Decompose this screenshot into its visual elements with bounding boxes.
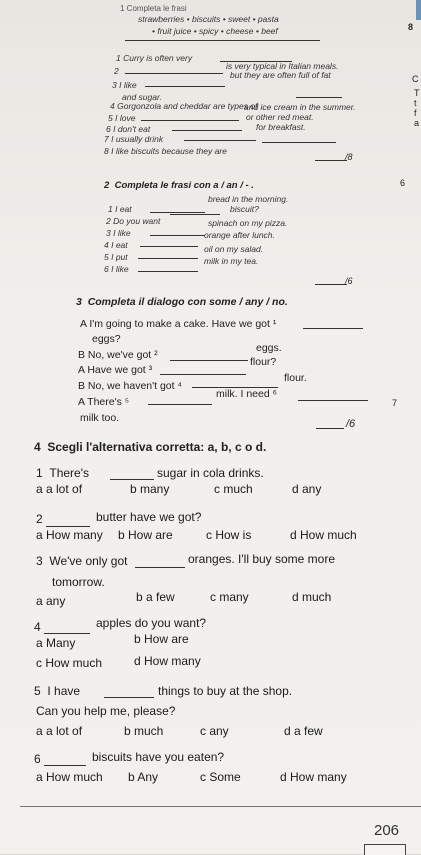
ex4-q3-tail: oranges. I'll buy some more	[188, 552, 336, 566]
ex1-item-5: 5 I love	[108, 113, 136, 123]
ex1-item-3: 3 I like	[112, 80, 137, 90]
ex4-q4-num: 4	[34, 620, 41, 634]
ex2-blank-5[interactable]	[138, 258, 198, 259]
ex2-item-3: 3 I like	[106, 228, 131, 238]
side-mark-4: t	[414, 98, 417, 108]
ex3-blank-3[interactable]	[160, 374, 246, 375]
ex4-q5: 5 I have	[34, 684, 81, 698]
ex4-q5-blank[interactable]	[104, 697, 154, 698]
ex4-q3-opt-c[interactable]: c many	[210, 590, 249, 604]
ex4-q4-opt-b[interactable]: b How are	[134, 632, 189, 646]
ex4-q3-opt-a[interactable]: a any	[36, 594, 66, 608]
ex2-item-2-right: biscuit?	[230, 204, 259, 214]
ex4-q2-opt-c[interactable]: c How is	[206, 528, 252, 542]
ex1-item-6-tail: or other red meat.	[246, 112, 314, 122]
ex2-blank-3[interactable]	[150, 235, 205, 236]
ex4-q2-opt-d[interactable]: d How much	[290, 528, 357, 542]
side-mark-2: C	[412, 74, 419, 84]
ex4-q3-blank[interactable]	[135, 567, 185, 568]
ex4-q2-blank[interactable]	[46, 526, 90, 527]
ex4-q1-opt-a[interactable]: a a lot of	[36, 482, 83, 496]
ex2-item-5: 5 I put	[104, 252, 128, 262]
ex4-q1-blank[interactable]	[110, 479, 154, 480]
ex4-q5-tail: things to buy at the shop.	[158, 684, 293, 698]
ex3-line-5: A Have we got ³	[78, 364, 153, 376]
ex2-heading: 2 Completa le frasi con a / an / - .	[104, 180, 254, 191]
ex1-item-7-tail: for breakfast.	[256, 122, 306, 132]
side-mark-1: 8	[408, 22, 414, 32]
ex3-line-9: A There's ⁵	[78, 396, 130, 408]
side-mark-5: f	[414, 108, 417, 118]
ex2-score: /6	[345, 276, 353, 286]
ex4-q1: 1 There's	[36, 466, 89, 480]
ex2-item-5-right: oil on my salad.	[204, 244, 264, 254]
page-number-box	[364, 844, 406, 855]
ex4-q2-opt-a[interactable]: a How many	[36, 528, 103, 542]
ex1-blank-3[interactable]	[145, 86, 225, 87]
ex4-q6-text: biscuits have you eaten?	[92, 750, 225, 764]
ex1-item-2-tail: is very typical in Italian meals.	[226, 61, 339, 71]
ex2-score-line	[315, 284, 347, 285]
ex4-q4-opt-d[interactable]: d How many	[134, 654, 201, 668]
ex1-item-8: 8 I like biscuits because they are	[104, 146, 227, 156]
ex4-q5-opt-c[interactable]: c any	[200, 724, 229, 738]
ex3-heading: 3 Completa il dialogo con some / any / no.	[76, 296, 288, 308]
ex1-blank-5[interactable]	[141, 120, 239, 121]
ex3-line-8: flour.	[284, 372, 307, 384]
header-title	[120, 4, 187, 13]
ex3-line-10: milk. I need ⁶	[216, 388, 277, 400]
word-box-line-1: strawberries • biscuits • sweet • pasta	[138, 14, 279, 24]
ex4-q1-opt-b[interactable]: b many	[130, 482, 170, 496]
ex4-q3-tail-2: tomorrow.	[52, 575, 105, 589]
ex4-q4-text: apples do you want?	[96, 616, 207, 630]
header-title-text: Completa le frasi	[126, 4, 187, 13]
ex4-q2-num: 2	[36, 512, 43, 526]
ex4-q5-opt-b[interactable]: b much	[124, 724, 164, 738]
edge-tab	[416, 0, 421, 20]
ex4-q3-opt-b[interactable]: b a few	[136, 590, 175, 604]
ex1-blank-7[interactable]	[184, 140, 256, 141]
ex3-line-1: A I'm going to make a cake. Have we got ¹	[80, 318, 277, 330]
ex2-item-6-right: milk in my tea.	[204, 256, 259, 266]
ex2-blank-1[interactable]	[150, 212, 205, 213]
ex2-item-6: 6 I like	[104, 264, 129, 274]
ex3-line-3: B No, we've got ²	[78, 349, 158, 361]
ex1-item-6: 6 I don't eat	[106, 124, 151, 134]
ex4-q3: 3 We've only got	[36, 554, 128, 568]
ex1-item-7: 7 I usually drink	[104, 134, 164, 144]
side-mark-3: T	[414, 88, 420, 98]
ex4-q6-opt-d[interactable]: d How many	[280, 770, 347, 784]
ex3-blank-2[interactable]	[170, 360, 248, 361]
ex2-item-2: 2 Do you want	[106, 216, 161, 226]
ex3-line-7: B No, we haven't got ⁴	[78, 380, 182, 392]
ex1-blank-2[interactable]	[125, 73, 223, 74]
ex4-q6-opt-b[interactable]: b Any	[128, 770, 159, 784]
ex1-blank-4[interactable]	[296, 97, 342, 98]
ex4-heading: 4 Scegli l'alternativa corretta: a, b, c o d.	[34, 440, 267, 454]
ex2-item-4-right: orange after lunch.	[204, 230, 275, 240]
header-marker: 1	[120, 4, 127, 13]
ex2-blank-4[interactable]	[140, 246, 198, 247]
ex4-q2-text: butter have we got?	[96, 510, 202, 524]
ex3-blank-1[interactable]	[303, 328, 363, 329]
ex3-score: /6	[346, 418, 356, 430]
ex4-q4-opt-a[interactable]: a Many	[36, 636, 76, 650]
page-number: 206	[374, 822, 400, 839]
ex1-blank-6[interactable]	[172, 130, 242, 131]
ex1-score-line	[315, 160, 347, 161]
ex1-item-2: 2	[114, 66, 119, 76]
ex4-q6-blank[interactable]	[44, 765, 86, 766]
ex3-blank-5[interactable]	[148, 404, 212, 405]
ex2-item-1: 1 I eat	[108, 204, 132, 214]
ex4-q5-opt-d[interactable]: d a few	[284, 724, 323, 738]
ex4-q6-opt-a[interactable]: a How much	[36, 770, 103, 784]
footer-rule	[20, 806, 421, 807]
word-box-divider	[125, 40, 320, 41]
ex4-q4-opt-c[interactable]: c How much	[36, 656, 103, 670]
ex4-q1-opt-c[interactable]: c much	[214, 482, 253, 496]
ex1-item-3-tail: but they are often full of fat	[230, 70, 331, 80]
ex2-item-4: 4 I eat	[104, 240, 128, 250]
ex4-q3-opt-d[interactable]: d much	[292, 590, 332, 604]
ex3-line-4: eggs.	[256, 342, 282, 354]
side-mark-6: a	[414, 118, 420, 128]
ex2-item-1-right: bread in the morning.	[208, 194, 289, 204]
ex2-item-3-right: spinach on my pizza.	[208, 218, 288, 228]
ex3-line-6: flour?	[250, 356, 277, 368]
ex3-line-11: milk too.	[80, 412, 120, 424]
ex3-line-2: eggs?	[92, 333, 121, 345]
ex2-blank-2[interactable]	[170, 214, 220, 215]
side-mark-8: 6	[400, 178, 406, 188]
ex4-q2-opt-b[interactable]: b How are	[118, 528, 173, 542]
ex2-blank-6[interactable]	[138, 271, 198, 272]
ex4-q1-tail: sugar in cola drinks.	[157, 466, 264, 480]
ex1-item-5-tail: and ice cream in the summer.	[244, 102, 356, 112]
ex1-score: /8	[345, 152, 353, 162]
ex1-item-1: 1 Curry is often very	[116, 53, 193, 63]
ex4-q5-opt-a[interactable]: a a lot of	[36, 724, 83, 738]
ex4-q4-blank[interactable]	[44, 633, 90, 634]
ex4-q6-num: 6	[34, 752, 41, 766]
ex3-score-line	[316, 428, 344, 429]
side-mark-7: 7	[392, 398, 398, 408]
ex1-blank-8[interactable]	[262, 142, 336, 143]
word-box-line-2: • fruit juice • spicy • cheese • beef	[152, 26, 278, 36]
ex4-q6-opt-c[interactable]: c Some	[200, 770, 241, 784]
ex1-item-3b: and sugar.	[122, 92, 162, 102]
ex4-q1-opt-d[interactable]: d any	[292, 482, 322, 496]
ex3-blank-6[interactable]	[298, 400, 368, 401]
ex4-q5-tail-2: Can you help me, please?	[36, 704, 176, 718]
ex1-item-4: 4 Gorgonzola and cheddar are types of	[110, 101, 258, 111]
